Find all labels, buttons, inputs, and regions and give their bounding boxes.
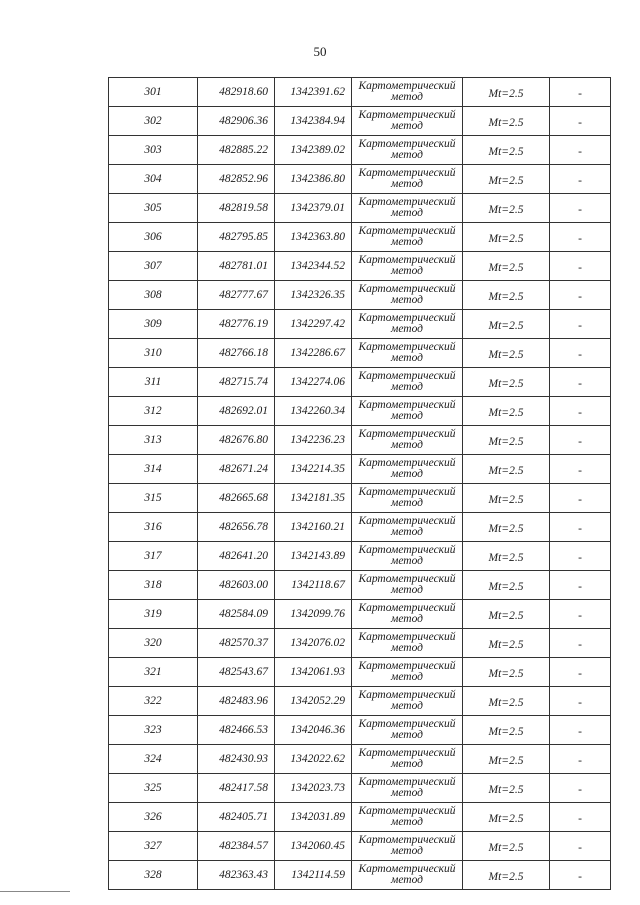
accuracy-cell: Mt=2.5 bbox=[463, 252, 550, 281]
table-body bbox=[109, 78, 611, 890]
x-coordinate-cell: 482819.58 bbox=[198, 194, 275, 223]
note-cell: - bbox=[550, 513, 611, 542]
table-row bbox=[109, 484, 611, 513]
method-cell bbox=[352, 803, 463, 832]
table-row bbox=[109, 136, 611, 165]
accuracy-cell: Mt=2.5 bbox=[463, 107, 550, 136]
method-line-1: Картометрический bbox=[358, 718, 456, 730]
x-coordinate-cell: 482483.96 bbox=[198, 687, 275, 716]
note-cell: - bbox=[550, 368, 611, 397]
method-line-1: Картометрический bbox=[358, 109, 456, 121]
y-coordinate-cell: 1342076.02 bbox=[275, 629, 352, 658]
method-cell bbox=[352, 107, 463, 136]
point-number-cell: 312 bbox=[109, 397, 198, 426]
x-coordinate-cell: 482641.20 bbox=[198, 542, 275, 571]
method-line-1: Картометрический bbox=[358, 428, 456, 440]
y-coordinate-cell: 1342060.45 bbox=[275, 832, 352, 861]
note-cell: - bbox=[550, 687, 611, 716]
point-number-cell: 328 bbox=[109, 861, 198, 890]
method-line-2: метод bbox=[390, 468, 423, 480]
method-line-1: Картометрический bbox=[358, 486, 456, 498]
y-coordinate-cell: 1342046.36 bbox=[275, 716, 352, 745]
method-line-1: Картометрический bbox=[358, 602, 456, 614]
method-line-2: метод bbox=[390, 613, 423, 625]
y-coordinate-cell: 1342214.35 bbox=[275, 455, 352, 484]
y-coordinate-cell: 1342326.35 bbox=[275, 281, 352, 310]
method-cell bbox=[352, 484, 463, 513]
accuracy-cell: Mt=2.5 bbox=[463, 832, 550, 861]
table-row bbox=[109, 107, 611, 136]
table-row bbox=[109, 571, 611, 600]
method-line-2: метод bbox=[390, 265, 423, 277]
accuracy-cell: Mt=2.5 bbox=[463, 803, 550, 832]
method-cell bbox=[352, 571, 463, 600]
y-coordinate-cell: 1342286.67 bbox=[275, 339, 352, 368]
y-coordinate-cell: 1342061.93 bbox=[275, 658, 352, 687]
method-cell bbox=[352, 745, 463, 774]
x-coordinate-cell: 482656.78 bbox=[198, 513, 275, 542]
footer-divider bbox=[0, 891, 70, 892]
method-line-1: Картометрический bbox=[358, 196, 456, 208]
note-cell: - bbox=[550, 542, 611, 571]
table-row bbox=[109, 803, 611, 832]
method-cell bbox=[352, 281, 463, 310]
method-cell bbox=[352, 716, 463, 745]
point-number-cell: 304 bbox=[109, 165, 198, 194]
point-number-cell: 319 bbox=[109, 600, 198, 629]
method-line-2: метод bbox=[390, 294, 423, 306]
x-coordinate-cell: 482584.09 bbox=[198, 600, 275, 629]
method-line-2: метод bbox=[390, 381, 423, 393]
accuracy-cell: Mt=2.5 bbox=[463, 78, 550, 107]
note-cell: - bbox=[550, 658, 611, 687]
accuracy-cell: Mt=2.5 bbox=[463, 455, 550, 484]
point-number-cell: 315 bbox=[109, 484, 198, 513]
point-number-cell: 323 bbox=[109, 716, 198, 745]
table-row bbox=[109, 223, 611, 252]
y-coordinate-cell: 1342031.89 bbox=[275, 803, 352, 832]
accuracy-cell: Mt=2.5 bbox=[463, 136, 550, 165]
point-number-cell: 310 bbox=[109, 339, 198, 368]
x-coordinate-cell: 482665.68 bbox=[198, 484, 275, 513]
x-coordinate-cell: 482466.53 bbox=[198, 716, 275, 745]
table-row bbox=[109, 281, 611, 310]
method-cell bbox=[352, 455, 463, 484]
point-number-cell: 316 bbox=[109, 513, 198, 542]
method-line-1: Картометрический bbox=[358, 747, 456, 759]
table-row bbox=[109, 194, 611, 223]
note-cell: - bbox=[550, 774, 611, 803]
point-number-cell: 313 bbox=[109, 426, 198, 455]
method-cell bbox=[352, 78, 463, 107]
point-number-cell: 317 bbox=[109, 542, 198, 571]
x-coordinate-cell: 482715.74 bbox=[198, 368, 275, 397]
point-number-cell: 303 bbox=[109, 136, 198, 165]
table-row bbox=[109, 745, 611, 774]
note-cell: - bbox=[550, 397, 611, 426]
method-line-2: метод bbox=[390, 845, 423, 857]
accuracy-cell: Mt=2.5 bbox=[463, 513, 550, 542]
method-line-2: метод bbox=[390, 497, 423, 509]
accuracy-cell: Mt=2.5 bbox=[463, 716, 550, 745]
table-row bbox=[109, 339, 611, 368]
x-coordinate-cell: 482852.96 bbox=[198, 165, 275, 194]
method-line-1: Картометрический bbox=[358, 167, 456, 179]
y-coordinate-cell: 1342052.29 bbox=[275, 687, 352, 716]
table-row bbox=[109, 397, 611, 426]
method-line-2: метод bbox=[390, 758, 423, 770]
accuracy-cell: Mt=2.5 bbox=[463, 687, 550, 716]
method-line-2: метод bbox=[390, 323, 423, 335]
y-coordinate-cell: 1342022.62 bbox=[275, 745, 352, 774]
page-number: 50 bbox=[313, 44, 327, 59]
method-line-2: метод bbox=[390, 555, 423, 567]
accuracy-cell: Mt=2.5 bbox=[463, 774, 550, 803]
table-row bbox=[109, 542, 611, 571]
method-line-1: Картометрический bbox=[358, 573, 456, 585]
method-line-2: метод bbox=[390, 787, 423, 799]
method-cell bbox=[352, 339, 463, 368]
x-coordinate-cell: 482777.67 bbox=[198, 281, 275, 310]
table-row bbox=[109, 426, 611, 455]
note-cell: - bbox=[550, 339, 611, 368]
method-line-2: метод bbox=[390, 149, 423, 161]
point-number-cell: 302 bbox=[109, 107, 198, 136]
note-cell: - bbox=[550, 832, 611, 861]
accuracy-cell: Mt=2.5 bbox=[463, 571, 550, 600]
method-line-2: метод bbox=[390, 207, 423, 219]
x-coordinate-cell: 482692.01 bbox=[198, 397, 275, 426]
method-cell bbox=[352, 136, 463, 165]
note-cell: - bbox=[550, 629, 611, 658]
note-cell: - bbox=[550, 716, 611, 745]
y-coordinate-cell: 1342344.52 bbox=[275, 252, 352, 281]
accuracy-cell: Mt=2.5 bbox=[463, 542, 550, 571]
method-line-1: Картометрический bbox=[358, 776, 456, 788]
x-coordinate-cell: 482795.85 bbox=[198, 223, 275, 252]
table-row bbox=[109, 165, 611, 194]
accuracy-cell: Mt=2.5 bbox=[463, 165, 550, 194]
x-coordinate-cell: 482885.22 bbox=[198, 136, 275, 165]
method-line-1: Картометрический bbox=[358, 283, 456, 295]
x-coordinate-cell: 482781.01 bbox=[198, 252, 275, 281]
x-coordinate-cell: 482776.19 bbox=[198, 310, 275, 339]
table-row bbox=[109, 687, 611, 716]
y-coordinate-cell: 1342274.06 bbox=[275, 368, 352, 397]
method-line-1: Картометрический bbox=[358, 312, 456, 324]
y-coordinate-cell: 1342160.21 bbox=[275, 513, 352, 542]
method-line-1: Картометрический bbox=[358, 457, 456, 469]
y-coordinate-cell: 1342023.73 bbox=[275, 774, 352, 803]
note-cell: - bbox=[550, 165, 611, 194]
method-cell bbox=[352, 397, 463, 426]
note-cell: - bbox=[550, 803, 611, 832]
point-number-cell: 311 bbox=[109, 368, 198, 397]
method-line-2: метод bbox=[390, 120, 423, 132]
method-cell bbox=[352, 687, 463, 716]
y-coordinate-cell: 1342391.62 bbox=[275, 78, 352, 107]
point-number-cell: 321 bbox=[109, 658, 198, 687]
accuracy-cell: Mt=2.5 bbox=[463, 426, 550, 455]
method-line-2: метод bbox=[390, 584, 423, 596]
x-coordinate-cell: 482417.58 bbox=[198, 774, 275, 803]
table-row bbox=[109, 716, 611, 745]
y-coordinate-cell: 1342384.94 bbox=[275, 107, 352, 136]
method-line-2: метод bbox=[390, 671, 423, 683]
method-cell bbox=[352, 194, 463, 223]
y-coordinate-cell: 1342099.76 bbox=[275, 600, 352, 629]
accuracy-cell: Mt=2.5 bbox=[463, 281, 550, 310]
point-number-cell: 327 bbox=[109, 832, 198, 861]
table-row bbox=[109, 600, 611, 629]
x-coordinate-cell: 482918.60 bbox=[198, 78, 275, 107]
table-row bbox=[109, 861, 611, 890]
method-cell bbox=[352, 223, 463, 252]
point-number-cell: 318 bbox=[109, 571, 198, 600]
method-line-2: метод bbox=[390, 178, 423, 190]
y-coordinate-cell: 1342143.89 bbox=[275, 542, 352, 571]
accuracy-cell: Mt=2.5 bbox=[463, 658, 550, 687]
method-line-1: Картометрический bbox=[358, 370, 456, 382]
x-coordinate-cell: 482676.80 bbox=[198, 426, 275, 455]
note-cell: - bbox=[550, 455, 611, 484]
accuracy-cell: Mt=2.5 bbox=[463, 745, 550, 774]
accuracy-cell: Mt=2.5 bbox=[463, 368, 550, 397]
method-line-1: Картометрический bbox=[358, 515, 456, 527]
method-line-1: Картометрический bbox=[358, 138, 456, 150]
method-cell bbox=[352, 861, 463, 890]
accuracy-cell: Mt=2.5 bbox=[463, 397, 550, 426]
point-number-cell: 301 bbox=[109, 78, 198, 107]
method-line-2: метод bbox=[390, 91, 423, 103]
x-coordinate-cell: 482384.57 bbox=[198, 832, 275, 861]
method-line-1: Картометрический bbox=[358, 631, 456, 643]
y-coordinate-cell: 1342363.80 bbox=[275, 223, 352, 252]
note-cell: - bbox=[550, 223, 611, 252]
method-line-1: Картометрический bbox=[358, 544, 456, 556]
x-coordinate-cell: 482543.67 bbox=[198, 658, 275, 687]
table-row bbox=[109, 774, 611, 803]
method-line-1: Картометрический bbox=[358, 80, 456, 92]
method-line-2: метод bbox=[390, 729, 423, 741]
note-cell: - bbox=[550, 571, 611, 600]
method-cell bbox=[352, 629, 463, 658]
table-row bbox=[109, 78, 611, 107]
note-cell: - bbox=[550, 281, 611, 310]
note-cell: - bbox=[550, 861, 611, 890]
method-cell bbox=[352, 310, 463, 339]
method-cell bbox=[352, 600, 463, 629]
point-number-cell: 305 bbox=[109, 194, 198, 223]
x-coordinate-cell: 482430.93 bbox=[198, 745, 275, 774]
y-coordinate-cell: 1342389.02 bbox=[275, 136, 352, 165]
method-line-1: Картометрический bbox=[358, 399, 456, 411]
table-row bbox=[109, 368, 611, 397]
x-coordinate-cell: 482603.00 bbox=[198, 571, 275, 600]
method-cell bbox=[352, 252, 463, 281]
table-row bbox=[109, 629, 611, 658]
accuracy-cell: Mt=2.5 bbox=[463, 629, 550, 658]
method-line-2: метод bbox=[390, 410, 423, 422]
method-line-2: метод bbox=[390, 642, 423, 654]
method-line-1: Картометрический bbox=[358, 254, 456, 266]
note-cell: - bbox=[550, 745, 611, 774]
method-cell bbox=[352, 542, 463, 571]
method-cell bbox=[352, 774, 463, 803]
point-number-cell: 325 bbox=[109, 774, 198, 803]
accuracy-cell: Mt=2.5 bbox=[463, 310, 550, 339]
method-line-2: метод bbox=[390, 874, 423, 886]
method-cell bbox=[352, 426, 463, 455]
point-number-cell: 309 bbox=[109, 310, 198, 339]
method-line-1: Картометрический bbox=[358, 225, 456, 237]
method-cell bbox=[352, 658, 463, 687]
method-cell bbox=[352, 513, 463, 542]
table-row bbox=[109, 832, 611, 861]
method-line-2: метод bbox=[390, 700, 423, 712]
method-line-1: Картометрический bbox=[358, 689, 456, 701]
x-coordinate-cell: 482570.37 bbox=[198, 629, 275, 658]
y-coordinate-cell: 1342260.34 bbox=[275, 397, 352, 426]
x-coordinate-cell: 482405.71 bbox=[198, 803, 275, 832]
table-row bbox=[109, 513, 611, 542]
note-cell: - bbox=[550, 78, 611, 107]
table-row bbox=[109, 252, 611, 281]
method-cell bbox=[352, 165, 463, 194]
y-coordinate-cell: 1342236.23 bbox=[275, 426, 352, 455]
y-coordinate-cell: 1342181.35 bbox=[275, 484, 352, 513]
table-row bbox=[109, 455, 611, 484]
accuracy-cell: Mt=2.5 bbox=[463, 861, 550, 890]
method-line-2: метод bbox=[390, 816, 423, 828]
table-row bbox=[109, 658, 611, 687]
y-coordinate-cell: 1342297.42 bbox=[275, 310, 352, 339]
method-line-2: метод bbox=[390, 439, 423, 451]
note-cell: - bbox=[550, 484, 611, 513]
y-coordinate-cell: 1342386.80 bbox=[275, 165, 352, 194]
y-coordinate-cell: 1342118.67 bbox=[275, 571, 352, 600]
point-number-cell: 308 bbox=[109, 281, 198, 310]
accuracy-cell: Mt=2.5 bbox=[463, 223, 550, 252]
note-cell: - bbox=[550, 426, 611, 455]
method-cell bbox=[352, 368, 463, 397]
note-cell: - bbox=[550, 252, 611, 281]
method-line-2: метод bbox=[390, 526, 423, 538]
note-cell: - bbox=[550, 600, 611, 629]
note-cell: - bbox=[550, 310, 611, 339]
x-coordinate-cell: 482906.36 bbox=[198, 107, 275, 136]
y-coordinate-cell: 1342379.01 bbox=[275, 194, 352, 223]
accuracy-cell: Mt=2.5 bbox=[463, 339, 550, 368]
method-line-1: Картометрический bbox=[358, 863, 456, 875]
method-cell bbox=[352, 832, 463, 861]
x-coordinate-cell: 482671.24 bbox=[198, 455, 275, 484]
point-number-cell: 314 bbox=[109, 455, 198, 484]
method-line-2: метод bbox=[390, 236, 423, 248]
note-cell: - bbox=[550, 194, 611, 223]
y-coordinate-cell: 1342114.59 bbox=[275, 861, 352, 890]
point-number-cell: 326 bbox=[109, 803, 198, 832]
accuracy-cell: Mt=2.5 bbox=[463, 484, 550, 513]
x-coordinate-cell: 482766.18 bbox=[198, 339, 275, 368]
method-line-1: Картометрический bbox=[358, 834, 456, 846]
note-cell: - bbox=[550, 136, 611, 165]
point-number-cell: 307 bbox=[109, 252, 198, 281]
table-row bbox=[109, 310, 611, 339]
accuracy-cell: Mt=2.5 bbox=[463, 194, 550, 223]
point-number-cell: 320 bbox=[109, 629, 198, 658]
x-coordinate-cell: 482363.43 bbox=[198, 861, 275, 890]
accuracy-cell: Mt=2.5 bbox=[463, 600, 550, 629]
coordinates-table bbox=[108, 77, 611, 890]
method-line-2: метод bbox=[390, 352, 423, 364]
method-line-1: Картометрический bbox=[358, 341, 456, 353]
point-number-cell: 322 bbox=[109, 687, 198, 716]
method-line-1: Картометрический bbox=[358, 660, 456, 672]
method-line-1: Картометрический bbox=[358, 805, 456, 817]
point-number-cell: 306 bbox=[109, 223, 198, 252]
note-cell: - bbox=[550, 107, 611, 136]
point-number-cell: 324 bbox=[109, 745, 198, 774]
